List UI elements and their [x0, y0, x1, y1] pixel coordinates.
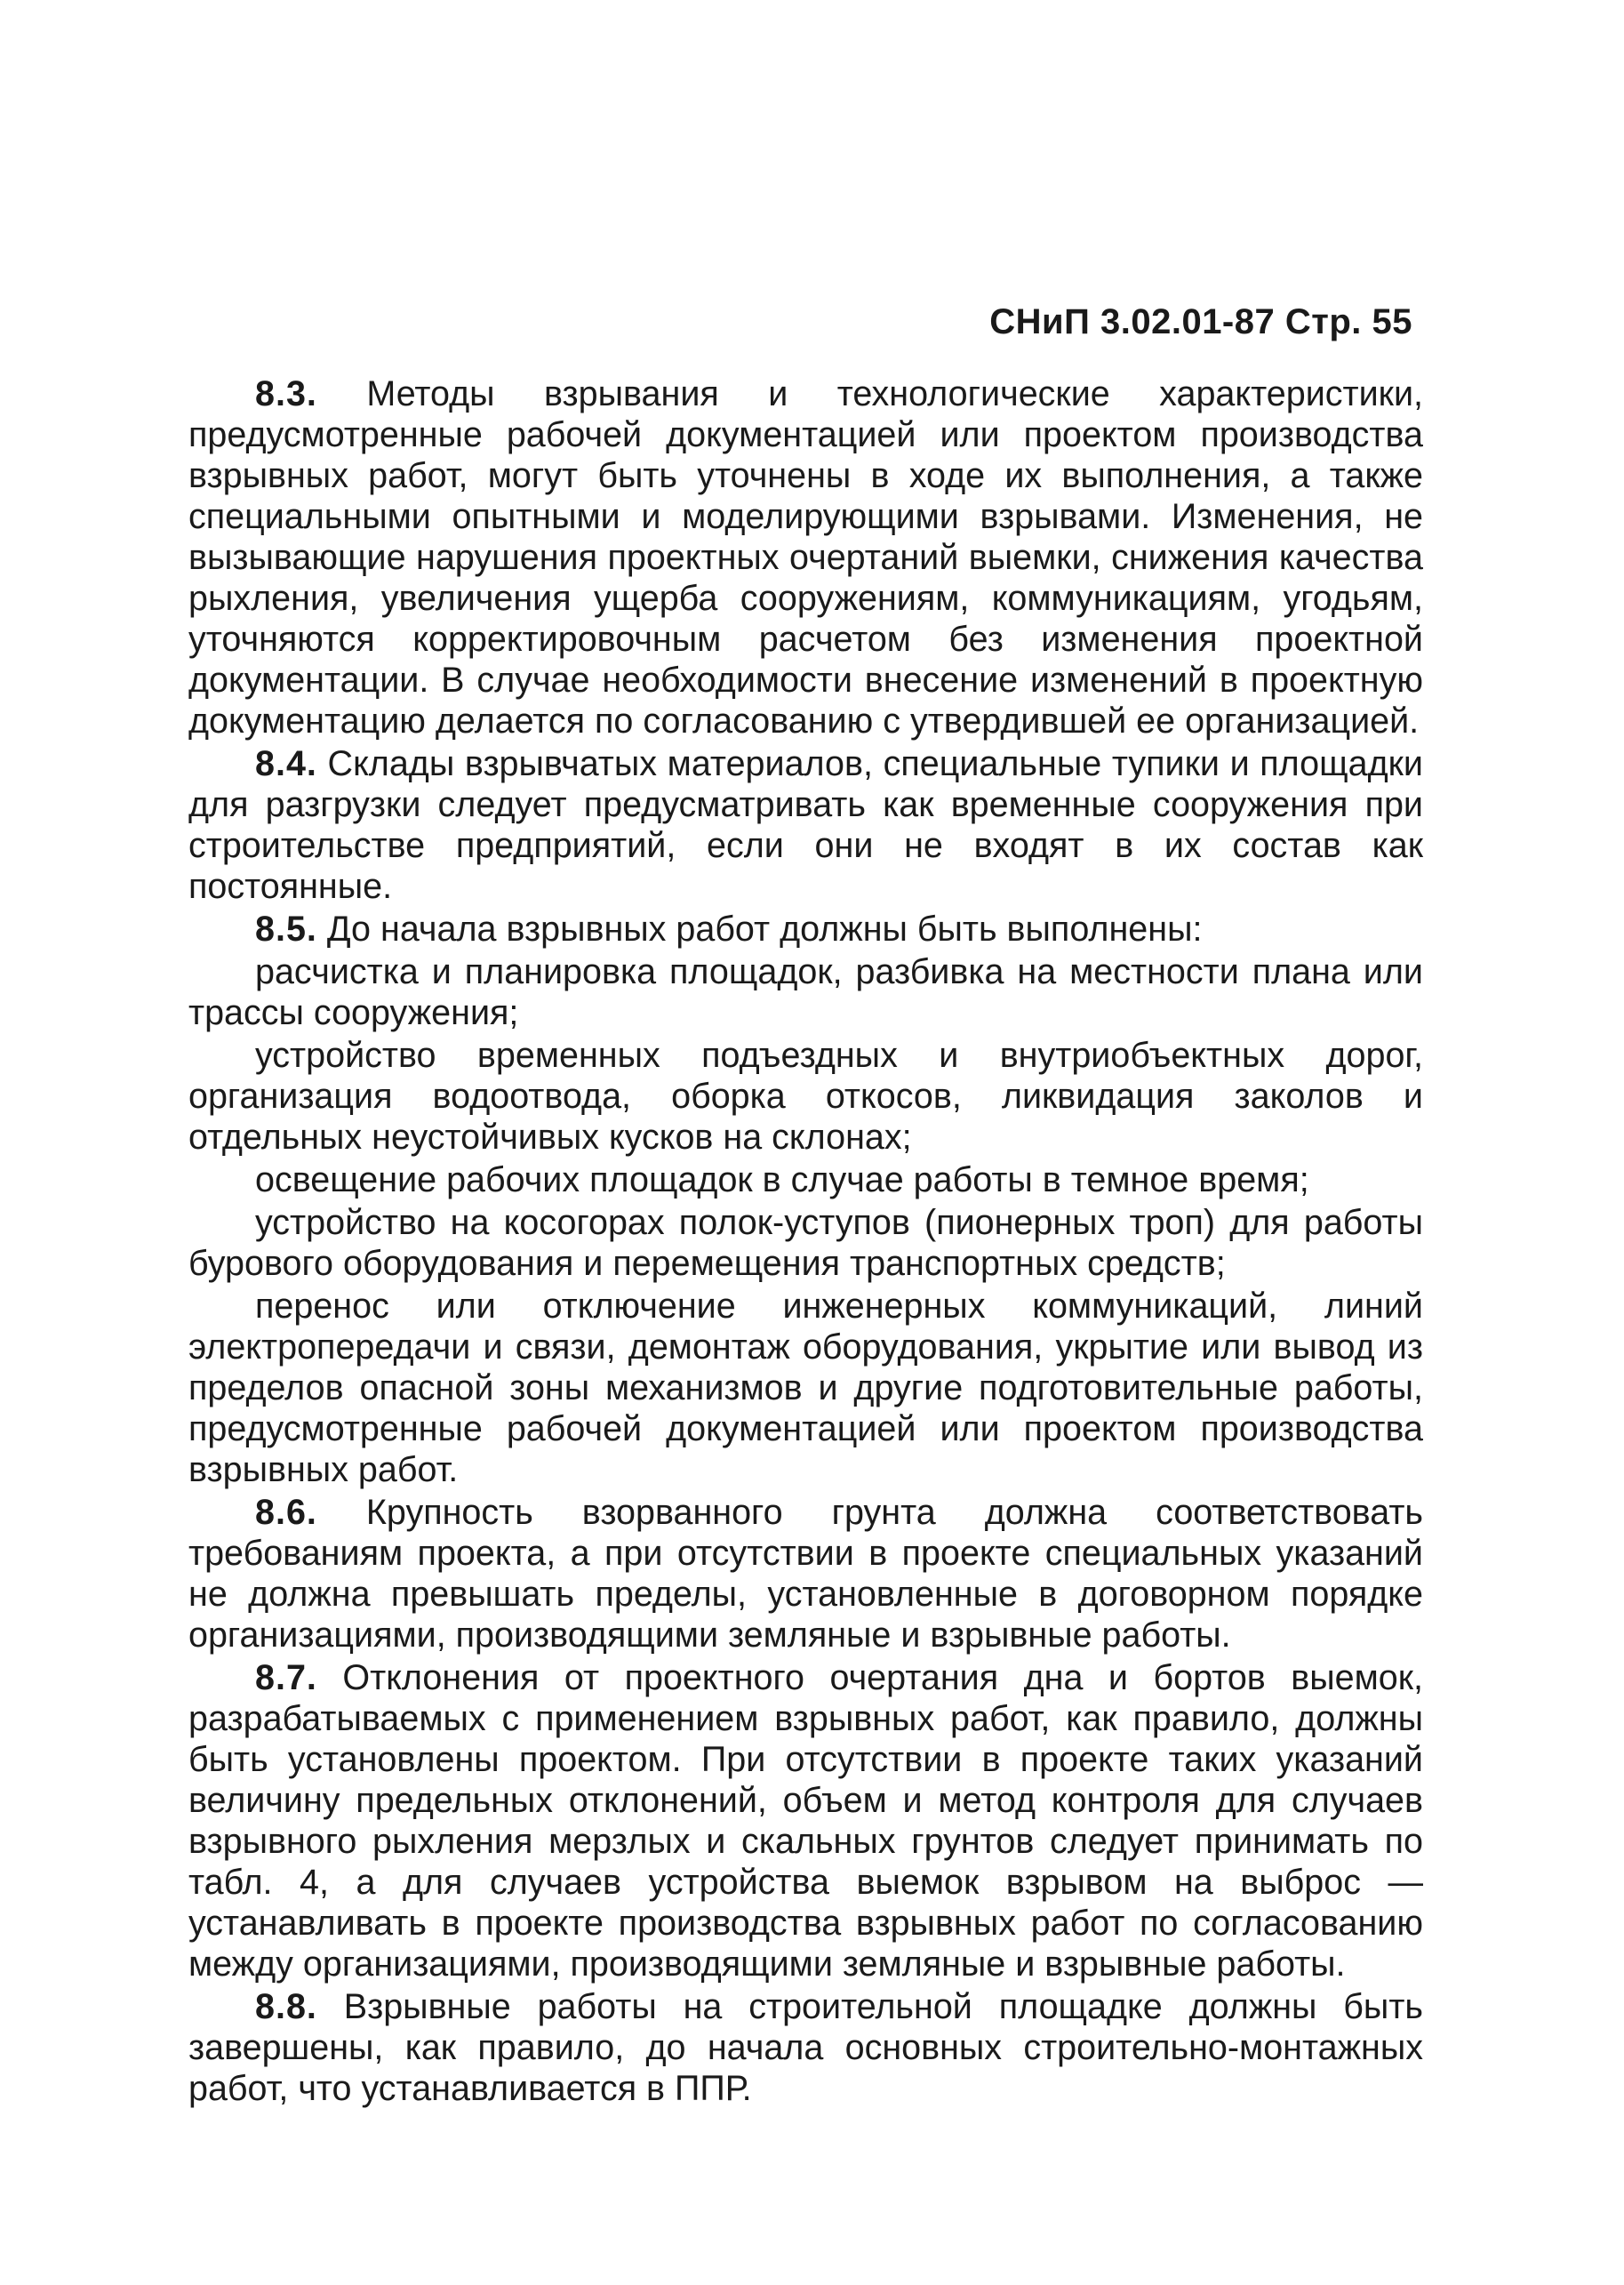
list-item-text: освещение рабочих площадок в случае работы в темное время;	[255, 1160, 1309, 1199]
list-item	[188, 1035, 1423, 1158]
clause-number: 8.3.	[255, 374, 317, 413]
paragraph-8-6	[188, 1492, 1423, 1656]
list-item-text: устройство временных подъездных и внутриобъектных дорог, организация водоотвода, оборка откосов, ликвидация заколов и отдельных неустойчивых кусков на склонах;	[188, 1036, 1423, 1157]
clause-number: 8.6.	[255, 1493, 317, 1532]
page-header: СНиП 3.02.01-87 Стр. 55	[989, 302, 1412, 341]
clause-number: 8.7.	[255, 1658, 317, 1697]
list-item	[188, 951, 1423, 1033]
list-item	[188, 1202, 1423, 1284]
clause-number: 8.4.	[255, 744, 317, 783]
clause-text: До начала взрывных работ должны быть выполнены:	[316, 910, 1203, 949]
paragraph-8-5	[188, 909, 1423, 950]
clause-text: Отклонения от проектного очертания дна и бортов выемок, разрабатываемых с применением взрывных работ, как правило, должны быть установлены проектом. При отсутствии в проекте таких указаний величину предельных отклонений, объем и метод контроля для случаев взрывного рыхления мерзлых и скальных грунтов следует принимать по табл. 4, а для случаев устройства выемок взрывом на выброс — устанавливать в проекте производства взрывных работ по согласованию между организациями, производящими земляные и взрывные работы.	[188, 1658, 1423, 1984]
paragraph-8-8	[188, 1986, 1423, 2109]
clause-text: Методы взрывания и технологические характеристики, предусмотренные рабочей документацией или проектом производства взрывных работ, могут быть уточнены в ходе их выполнения, а также специальными опытными и моделирующими взрывами. Изменения, не вызывающие нарушения проектных очертаний выемки, снижения качества рыхления, увеличения ущерба сооружениям, коммуникациям, угодьям, уточняются корректировочным расчетом без изменения проектной документации. В случае необходимости внесение изменений в проектную документацию делается по согласованию с утвердившей ее организацией.	[188, 374, 1423, 741]
list-item-text: устройство на косогорах полок-уступов (пионерных троп) для работы бурового оборудования и перемещения транспортных средств;	[188, 1203, 1423, 1283]
clause-text: Крупность взорванного грунта должна соответствовать требованиям проекта, а при отсутствии в проекте специальных указаний не должна превышать пределы, установленные в договорном порядке организациями, производящими земляные и взрывные работы.	[188, 1493, 1423, 1655]
list-item-text: расчистка и планировка площадок, разбивка на местности плана или трассы сооружения;	[188, 952, 1423, 1032]
paragraph-8-3	[188, 373, 1423, 742]
paragraph-8-7	[188, 1657, 1423, 1984]
clause-text: Склады взрывчатых материалов, специальные тупики и площадки для разгрузки следует предусматривать как временные сооружения при строительстве предприятий, если они не входят в их состав как постоянные.	[188, 744, 1423, 906]
clause-number: 8.5.	[255, 910, 317, 949]
list-item	[188, 1159, 1423, 1200]
list-item-text: перенос или отключение инженерных коммуникаций, линий электропередачи и связи, демонтаж оборудования, укрытие или вывод из пределов опасной зоны механизмов и другие подготовительные работы, предусмотренные рабочей документацией или проектом производства взрывных работ.	[188, 1287, 1423, 1489]
list-item	[188, 1286, 1423, 1490]
clause-text: Взрывные работы на строительной площадке должны быть завершены, как правило, до начала основных строительно-монтажных работ, что устанавливается в ППР.	[188, 1987, 1423, 2108]
document-body	[188, 373, 1423, 2111]
clause-number: 8.8.	[255, 1987, 317, 2026]
paragraph-8-4	[188, 743, 1423, 907]
